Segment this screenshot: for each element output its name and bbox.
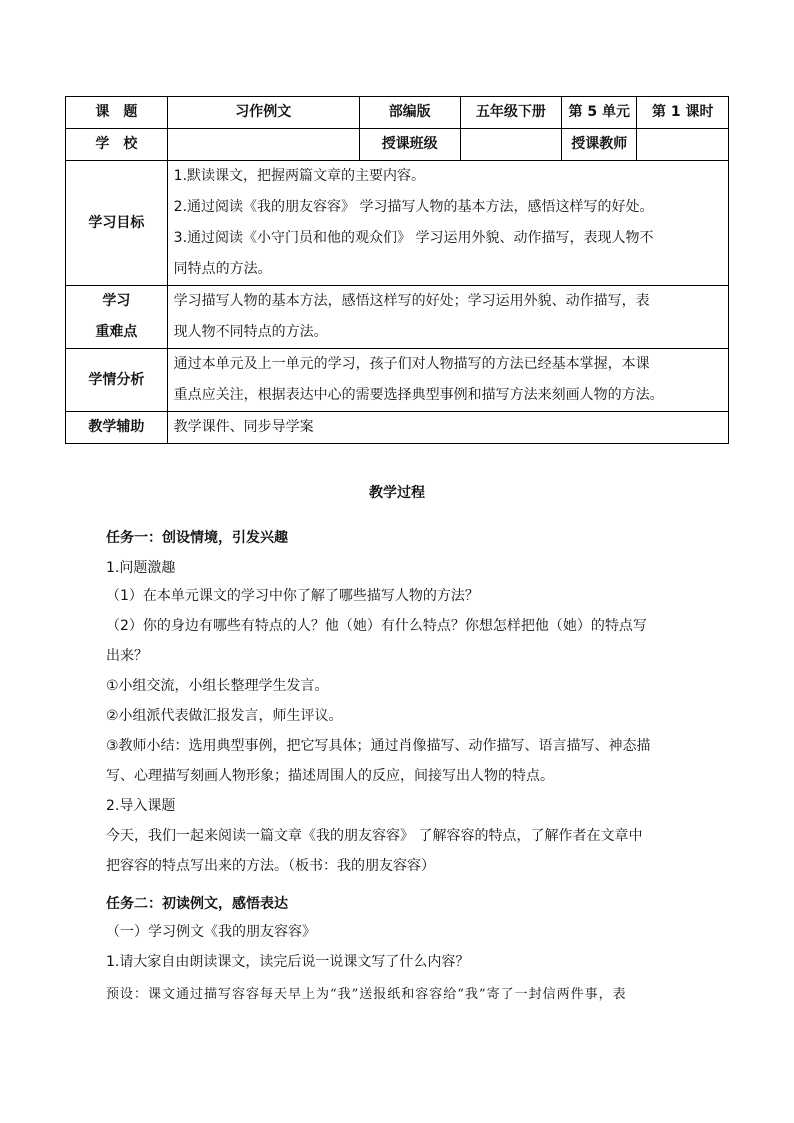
key-points-label-line: 重难点 — [95, 324, 138, 340]
paragraph: 把容容的特点写出来的方法。（板书：我的朋友容容） — [106, 858, 435, 874]
section-title: 教学过程 — [369, 485, 425, 501]
paragraph: （一）学习例文《我的朋友容容》 — [106, 924, 316, 940]
key-points-line: 学习描写人物的基本方法，感悟这样写的好处；学习运用外貌、动作描写，表 — [173, 293, 650, 309]
table-row — [66, 286, 729, 349]
goal-line: 1.默读课文，把握两篇文章的主要内容。 — [173, 168, 426, 184]
task1-heading: 任务一：创设情境，引发兴趣 — [106, 530, 288, 546]
goal-line: 2.通过阅读《我的朋友容容》 学习描写人物的基本方法，感悟这样写的好处。 — [173, 199, 654, 215]
paragraph: （2）你的身边有哪些有特点的人？他（她）有什么特点？你想怎样把他（她）的特点写 — [106, 618, 647, 634]
unit-cell: 第 5 单元 — [562, 97, 637, 129]
table-row — [66, 161, 729, 286]
paragraph: ③教师小结：选用典型事例，把它写具体；通过肖像描写、动作描写、语言描写、神态描 — [106, 738, 651, 754]
table-row — [66, 412, 729, 444]
table-row — [66, 129, 729, 161]
analysis-line: 重点应关注，根据表达中心的需要选择典型事例和描写方法来刻画人物的方法。 — [173, 387, 664, 403]
paragraph: ②小组派代表做汇报发言，师生评议。 — [106, 708, 343, 724]
paragraph: 1.问题激趣 — [106, 560, 176, 576]
goals-label: 学习目标 — [66, 161, 168, 286]
paragraph: 写、心理描写刻画人物形象；描述周围人的反应，间接写出人物的特点。 — [106, 768, 554, 784]
course-value: 习作例文 — [167, 97, 359, 129]
paragraph: 1.请大家自由朗读课文，读完后说一说课文写了什么内容？ — [106, 954, 470, 970]
goal-line: 同特点的方法。 — [173, 261, 272, 277]
teacher-value — [637, 129, 729, 161]
key-points-label — [66, 286, 168, 349]
paragraph: 2.导入课题 — [106, 798, 176, 814]
goal-line: 3.通过阅读《小守门员和他的观众们》 学习运用外貌、动作描写，表现人物不 — [173, 230, 654, 246]
paragraph: 今天，我们一起来阅读一篇文章《我的朋友容容》 了解容容的特点，了解作者在文章中 — [106, 828, 643, 844]
analysis-line: 通过本单元及上一单元的学习，孩子们对人物描写的方法已经基本掌握，本课 — [173, 356, 650, 372]
aids-label: 教学辅助 — [66, 412, 168, 444]
analysis-label: 学情分析 — [66, 349, 168, 412]
grade-cell: 五年级下册 — [460, 97, 562, 129]
paragraph: 出来？ — [106, 648, 148, 664]
teacher-label: 授课教师 — [562, 129, 637, 161]
prediction-text: 预设：课文通过描写容容每天早上为“我”送报纸和容容给“我”寄了一封信两件事，表 — [106, 987, 627, 1002]
key-points-label-line: 学习 — [102, 293, 131, 309]
goals-content — [167, 161, 728, 286]
school-value — [167, 129, 359, 161]
task2-heading: 任务二：初读例文，感悟表达 — [106, 896, 288, 912]
key-points-content — [167, 286, 728, 349]
paragraph: （1）在本单元课文的学习中你了解了哪些描写人物的方法？ — [106, 588, 479, 604]
table-row — [66, 349, 729, 412]
paragraph: ①小组交流，小组长整理学生发言。 — [106, 678, 329, 694]
class-value — [460, 129, 562, 161]
aids-content: 教学课件、同步导学案 — [167, 412, 728, 444]
course-label: 课 题 — [66, 97, 168, 129]
lesson-info-table — [65, 96, 729, 444]
key-points-line: 现人物不同特点的方法。 — [173, 324, 328, 340]
school-label: 学 校 — [66, 129, 168, 161]
analysis-content — [167, 349, 728, 412]
lesson-cell: 第 1 课时 — [637, 97, 729, 129]
class-label: 授课班级 — [359, 129, 460, 161]
edition-cell: 部编版 — [359, 97, 460, 129]
table-row — [66, 97, 729, 129]
